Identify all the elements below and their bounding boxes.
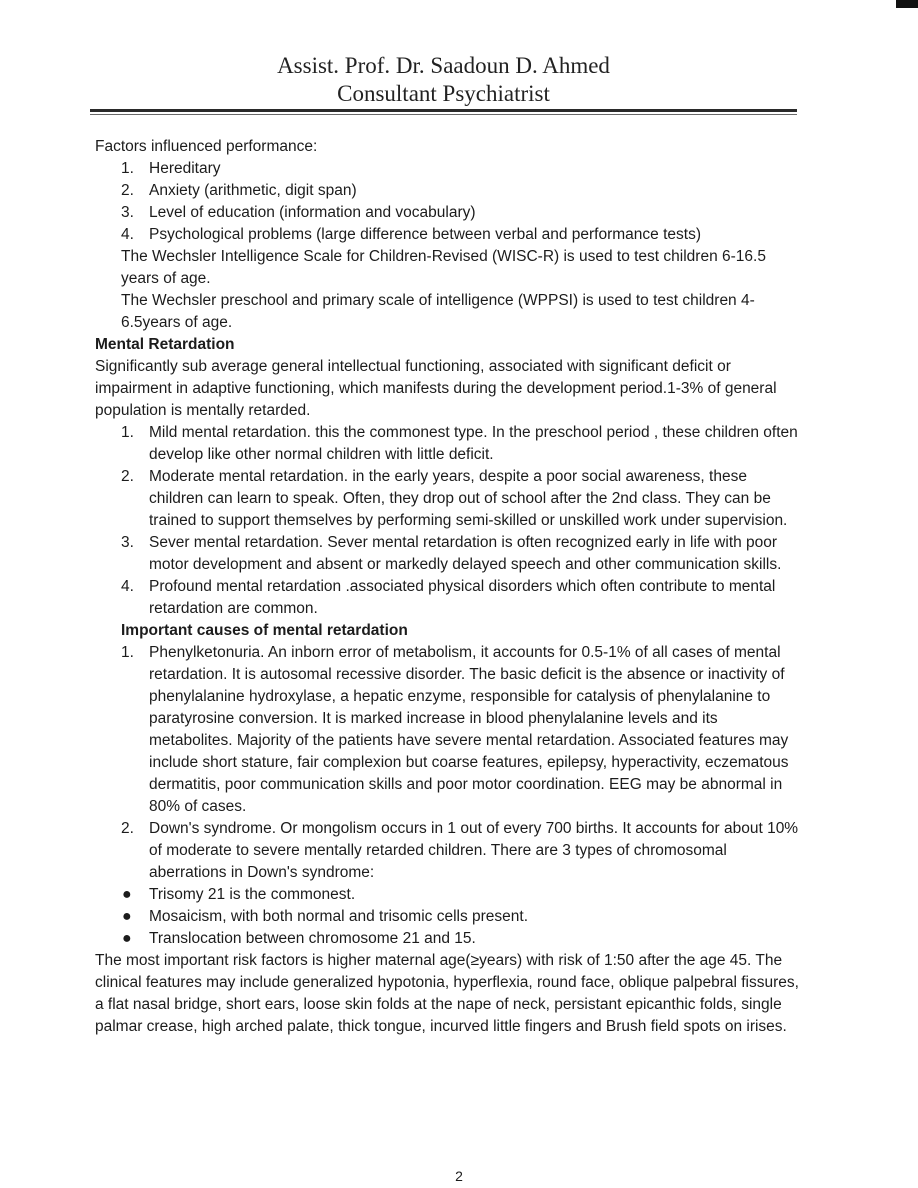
list-item: 3. Level of education (information and vocabulary) — [121, 204, 476, 221]
list-item: 4. Profound mental retardation .associated physical disorders which often contribute to mental retardation are common. — [121, 578, 776, 617]
page-number: 2 — [455, 1168, 463, 1184]
section-heading-causes: Important causes of mental retardation — [121, 622, 408, 639]
page-body — [95, 136, 800, 1038]
list-item: 2. Moderate mental retardation. in the early years, despite a poor social awareness, these children can learn to speak. Often, they drop out of school after the 2nd class. They can be trained to support themselves by performing semi-skilled or unskilled work under supervision. — [121, 468, 788, 529]
factors-list — [95, 158, 800, 246]
header-divider-thin — [90, 114, 797, 115]
author-title: Consultant Psychiatrist — [337, 81, 550, 106]
list-item: 2. Down's syndrome. Or mongolism occurs in 1 out of every 700 births. It accounts for about 10% of moderate to severe mentally retarded children. There are 3 types of chromosomal aberrations in Down's syndrome: — [121, 820, 799, 881]
wisc-paragraph: The Wechsler Intelligence Scale for Children-Revised (WISC-R) is used to test children 6-16.5 years of age. — [121, 248, 766, 287]
bullet-icon: ● — [122, 908, 132, 925]
list-item: 2. Anxiety (arithmetic, digit span) — [121, 182, 357, 199]
causes-list — [95, 642, 800, 884]
list-item: 1. Mild mental retardation. this the commonest type. In the preschool period , these children often develop like other normal children with little deficit. — [121, 424, 798, 463]
scan-corner-mark — [896, 0, 918, 8]
aberrations-list — [95, 884, 800, 950]
list-item: 4. Psychological problems (large difference between verbal and performance tests) — [121, 226, 701, 243]
wppsi-paragraph: The Wechsler preschool and primary scale of intelligence (WPPSI) is used to test children 4-6.5years of age. — [121, 292, 755, 331]
header-divider — [90, 109, 797, 112]
list-item: 1. Hereditary — [121, 160, 221, 177]
bullet-item: ● Trisomy 21 is the commonest. — [95, 884, 800, 906]
factors-heading: Factors influenced performance: — [95, 138, 318, 155]
list-item: 3. Sever mental retardation. Sever mental retardation is often recognized early in life with poor motor development and absent or markedly delayed speech and other communication skills. — [121, 534, 782, 573]
section-heading-mental-retardation: Mental Retardation — [95, 336, 235, 353]
bullet-item: ● Mosaicism, with both normal and trisomic cells present. — [95, 906, 800, 928]
page-header — [90, 52, 797, 108]
definition-paragraph: Significantly sub average general intellectual functioning, associated with significant deficit or impairment in adaptive functioning, which manifests during the development period.1-3% of general population is mentally retarded. — [95, 358, 777, 419]
author-name: Assist. Prof. Dr. Saadoun D. Ahmed — [277, 53, 610, 78]
list-item: 1. Phenylketonuria. An inborn error of metabolism, it accounts for 0.5-1% of all cases of mental retardation. It is autosomal recessive disorder. The basic deficit is the absence or inactivity of phenylalanine hydroxylase, a hepatic enzyme, responsible for catalysis of phenylalanine to paratyrosine conversion. It is marked increase in blood phenylalanine levels and its metabolites. Majority of the patients have severe mental retardation. Associated features may include short stature, fair complexion but coarse features, epilepsy, hyperactivity, eczematous dermatitis, poor communication skills and poor motor coordination. EEG may be abnormal in 80% of cases. — [121, 644, 789, 815]
bullet-icon: ● — [122, 886, 132, 903]
bullet-icon: ● — [122, 930, 132, 947]
bullet-item: ● Translocation between chromosome 21 and 15. — [95, 928, 800, 950]
types-list — [95, 422, 800, 620]
risk-factors-paragraph: The most important risk factors is higher maternal age(≥years) with risk of 1:50 after the age 45. The clinical features may include generalized hypotonia, hyperflexia, round face, oblique palpebral fissures, a flat nasal bridge, short ears, loose skin folds at the nape of neck, persistant epicanthic folds, single palmar crease, high arched palate, thick tongue, incurved little fingers and Brush field spots on irises. — [95, 952, 799, 1035]
